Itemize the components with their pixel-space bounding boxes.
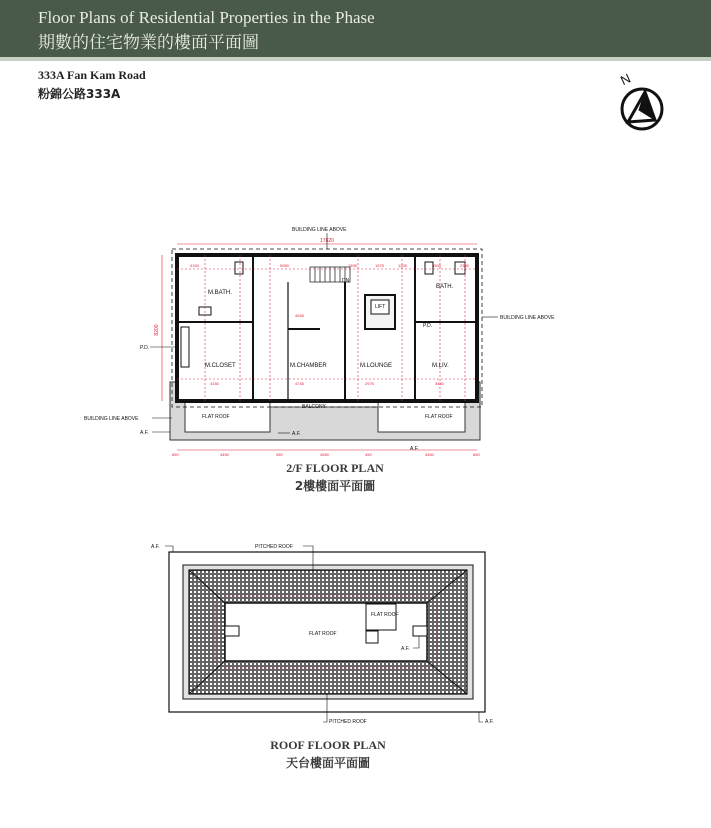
room-mbath: M.BATH. <box>208 290 232 296</box>
dim-mid-3: 3450 <box>435 381 444 386</box>
north-label: N <box>617 70 633 89</box>
label-pd-right: P.D. <box>423 323 433 329</box>
roof-pitched-roof-top: PITCHED ROOF <box>255 544 293 550</box>
roof-flat-roof-small: FLAT ROOF <box>371 612 399 618</box>
label-pd-left: P.D. <box>140 345 150 351</box>
header-rule <box>0 57 711 61</box>
dim-top-0: 4150 <box>190 263 199 268</box>
dim-top-4: 1205 <box>398 263 407 268</box>
dim-bottom-1: 4450 <box>220 452 229 457</box>
dim-top-2: 1595 <box>348 263 357 268</box>
address-zh: 粉錦公路333A <box>38 87 121 101</box>
dim-mid-0: 4150 <box>210 381 219 386</box>
header-title-zh: 期數的住宅物業的樓面平面圖 <box>38 33 259 53</box>
room-lift: LIFT <box>375 304 386 310</box>
annot-building-line-top: BUILDING LINE ABOVE <box>292 227 347 233</box>
dim-bottom-6: 650 <box>473 452 480 457</box>
room-mlounge: M.LOUNGE <box>360 363 393 369</box>
dim-bottom-5: 4450 <box>425 452 434 457</box>
room-flat-roof-right: FLAT ROOF <box>425 414 453 420</box>
floor-plan-2f <box>80 222 580 462</box>
room-mchamber: M.CHAMBER <box>290 363 327 369</box>
annot-af-center: A.F. <box>292 431 301 437</box>
caption-2f-en: 2/F FLOOR PLAN <box>286 461 384 475</box>
room-balcony: BALCONY <box>302 404 326 410</box>
roof-flat-roof-main: FLAT ROOF <box>309 631 337 637</box>
dim-m-chamber: 4945 <box>295 313 304 318</box>
roof-af-inner: A.F. <box>401 646 410 652</box>
header-band <box>0 0 711 57</box>
dim-top-5: 3500 <box>432 263 441 268</box>
caption-roof-en: ROOF FLOOR PLAN <box>270 738 386 752</box>
annot-building-line-left: BUILDING LINE ABOVE <box>84 416 139 422</box>
caption-2f-zh: 2樓樓面平面圖 <box>294 479 376 493</box>
floor-plan-roof <box>145 538 515 730</box>
room-dn: DN <box>342 278 350 284</box>
caption-roof-zh: 天台樓面平面圖 <box>285 756 370 770</box>
dim-mid-2: 2975 <box>365 381 374 386</box>
annot-building-line-right: BUILDING LINE ABOVE <box>500 315 555 321</box>
roof-pitched-roof-bottom: PITCHED ROOF <box>329 719 367 725</box>
address-en: 333A Fan Kam Road <box>38 68 146 82</box>
roof-af-bottom-right: A.F. <box>485 719 494 725</box>
room-mcloset: M.CLOSET <box>205 363 236 369</box>
room-bath: BATH. <box>436 284 454 290</box>
header-title-en: Floor Plans of Residential Properties in the Phase <box>38 8 375 27</box>
room-flat-roof-left: FLAT ROOF <box>202 414 230 420</box>
dim-top-1: 5050 <box>280 263 289 268</box>
dim-bottom-4: 450 <box>365 452 372 457</box>
dim-bottom-0: 650 <box>172 452 179 457</box>
dim-mid-1: 4745 <box>295 381 304 386</box>
annot-af-left: A.F. <box>140 430 149 436</box>
dim-top-6: 2300 <box>460 263 469 268</box>
room-mliv: M.LIV. <box>432 363 449 369</box>
dim-overall-depth: 8200 <box>154 324 160 336</box>
roof-af-top-left: A.F. <box>151 544 160 550</box>
dim-top-3: 1975 <box>375 263 384 268</box>
dim-bottom-2: 450 <box>276 452 283 457</box>
annot-af-right: A.F. <box>410 446 419 452</box>
north-arrow-icon <box>615 70 670 135</box>
dim-overall-width: 17620 <box>320 238 334 244</box>
dim-bottom-3: 4550 <box>320 452 329 457</box>
